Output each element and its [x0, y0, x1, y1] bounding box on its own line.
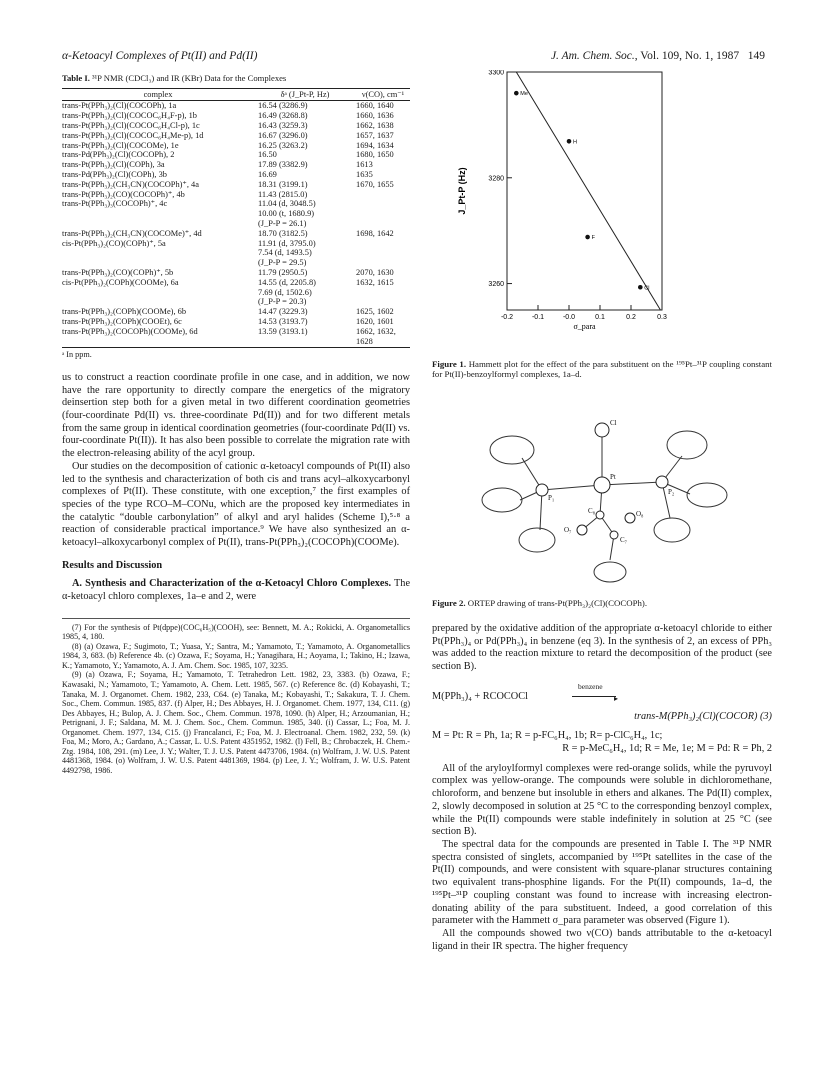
table-cell: 16.67 (3296.0): [258, 130, 308, 140]
table-cell: 1613: [356, 160, 373, 170]
point-label: Cl: [644, 285, 650, 292]
atom-label: O₈: [636, 509, 644, 518]
table-cell: 1670, 1655: [356, 179, 394, 189]
hammett-plot: [432, 70, 772, 350]
section-a-paragraph: [62, 578, 410, 603]
eq-def1: M = Pt: R = Ph, 1a; R = p-FC₆H₄, 1b; R= p-ClC₆H₄, 1c;: [432, 729, 663, 741]
x-tick-label: 0.1: [595, 314, 605, 321]
table-row: [62, 160, 410, 170]
table-cell: 18.70 (3182.5): [258, 228, 308, 238]
table-cell: trans-Pt(PPh₃)₂(CH₃CN)(COCOMe)⁺, 4d: [62, 228, 202, 238]
table-cell: trans-Pt(PPh₃)₂(COPh)(COOEt), 6c: [62, 316, 182, 326]
data-point-me: [514, 91, 519, 96]
section-a-text: The α-ketoacyl chloro complexes, 1a–e and 2, were: [62, 578, 411, 603]
x-tick-label: 0.2: [626, 314, 636, 321]
table-cell: 17.89 (3382.9): [258, 160, 308, 170]
table-cell: 16.43 (3259.3): [258, 120, 308, 130]
table1-header-2: ν(CO), cm⁻¹: [356, 88, 410, 101]
table-row: [62, 150, 410, 160]
table-row: [62, 199, 410, 228]
table-cell: 1662, 1638: [356, 120, 394, 130]
table-cell: trans-Pt(PPh₃)₂(CH₃CN)(COCOPh)⁺, 4a: [62, 179, 199, 189]
table-cell: trans-Pt(PPh₃)₂(COCOPh)(COOMe), 6d: [62, 327, 254, 348]
table-cell: trans-Pt(PPh₃)₂(Cl)(COPh), 3a: [62, 160, 165, 170]
y-tick-label: 3280: [488, 175, 504, 183]
table-cell: trans-Pt(PPh₃)₂(Cl)(COCOC₆H₄Me-p), 1d: [62, 130, 204, 140]
y-tick-label: 3260: [488, 281, 504, 289]
table-cell: 16.54 (3286.9): [258, 101, 308, 111]
eq-left: M(PPh₃)₄ + RCOCOCl: [432, 690, 528, 702]
table-cell: trans-Pt(PPh₃)₂(COPh)(COOMe), 6b: [62, 307, 187, 317]
right-column: [432, 70, 772, 953]
table-row: [62, 268, 410, 278]
table-row: [62, 307, 410, 317]
atom-label: Pt: [610, 472, 616, 481]
table-cell: 1680, 1650: [356, 150, 394, 160]
table-cell: 1635: [356, 169, 373, 179]
atom-label: P₂: [668, 487, 675, 496]
atom-label: C₈: [588, 506, 596, 515]
table-cell: trans-Pt(PPh₃)₂(Cl)(COCOPh), 1a: [62, 101, 177, 111]
point-label: H: [573, 139, 577, 146]
journal-name: J. Am. Chem. Soc.: [550, 50, 635, 62]
data-point-h: [567, 139, 572, 144]
table-cell: trans-Pt(PPh₃)₃(COCOPh)⁺, 4c: [62, 199, 168, 209]
volume-info: Vol. 109, No. 1, 1987: [640, 50, 740, 62]
table-cell: trans-Pt(PPh₃)₂(Cl)(COCOMe), 1e: [62, 140, 179, 150]
table-row: [62, 131, 410, 141]
table-cell: [356, 190, 410, 200]
table-cell: 14.53 (3193.7): [258, 316, 308, 326]
atom-label: C₇: [620, 535, 628, 544]
table-row: [62, 121, 410, 131]
table-cell: trans-Pd(PPh₃)₂(Cl)(COCOPh), 2: [62, 150, 175, 160]
table1-header-0: complex: [62, 88, 254, 101]
table-cell: 11.91 (d, 3795.0) 7.54 (d, 1493.5) (J_P-P = 29.5): [258, 238, 316, 268]
table-cell: 16.49 (3268.8): [258, 111, 308, 121]
table-cell: trans-Pt(PPh₃)₂(CO)(COPh)⁺, 5b: [62, 267, 174, 277]
references: [62, 618, 410, 776]
x-axis-label: σ_para: [573, 322, 596, 331]
point-label: Me: [520, 91, 528, 98]
atom-label: Cl: [610, 418, 617, 427]
figure1: [432, 70, 772, 380]
table-cell: trans-Pt(PPh₃)₂(Cl)(COCOC₆H₄F-p), 1b: [62, 111, 197, 121]
table-cell: 1632, 1615: [356, 277, 394, 287]
table-cell: 14.55 (d, 2205.8) 7.69 (d, 1502.6) (J_P-P = 20.3): [258, 277, 316, 307]
table-cell: 18.31 (3199.1): [258, 179, 308, 189]
table-cell: 11.79 (2950.5): [258, 267, 308, 277]
table-row: [62, 170, 410, 180]
y-tick-label: 3300: [488, 70, 504, 77]
table-cell: 1698, 1642: [356, 228, 394, 238]
atom-label: P₁: [548, 493, 555, 502]
table-cell: 1662, 1632, 1628: [356, 327, 410, 348]
y-axis-label: J_Pt-P (Hz): [457, 167, 467, 215]
paragraph-intro: us to construct a reaction coordinate profile in one case, and in addition, we now have the rare opportunity to directly compare the energetics of the migratory deinsertion step both for a given metal in two different coordination geometries (four-coordinate Pd(II) vs. three-coordinate Pd(II)) and for two different metals from the same group in identical coordination geometries (four-coordinate Pd(II) vs. four-coordinate Pt(II)). It has also been possible to correlate the migration rate with the electron-releasing ability of the acyl group.: [62, 371, 410, 460]
paragraph-prepared: prepared by the oxidative addition of the appropriate α-ketoacyl chloride to either Pt(PPh₃)₄ or Pd(PPh₃)₄ in benzene (eq 3). In the synthesis of 2, an excess of PPh₃ was added to the reaction mixture to retard the decomposition of the product (see section B).: [432, 622, 772, 673]
table-row: [62, 278, 410, 307]
table-cell: trans-Pt(PPh₃)₂(Cl)(COCOC₆H₄Cl-p), 1c: [62, 120, 200, 130]
table-cell: cis-Pt(PPh₃)₂(COPh)(COOMe), 6a: [62, 277, 179, 287]
table-row: [62, 317, 410, 327]
table-cell: 2070, 1630: [356, 267, 394, 277]
table-cell: [356, 199, 410, 228]
table-row: [62, 180, 410, 190]
running-header-journal: J. Am. Chem. Soc., Vol. 109, No. 1, 1987 149: [550, 50, 765, 62]
running-header-title: α-Ketoacyl Complexes of Pt(II) and Pd(II): [62, 50, 258, 62]
data-point-f: [585, 235, 590, 240]
table-cell: 1625, 1602: [356, 307, 394, 317]
table-cell: 1657, 1637: [356, 130, 394, 140]
paragraph-ir: All the compounds showed two ν(CO) bands attributable to the α-ketoacyl ligand in their IR spectra. The higher frequency: [432, 927, 772, 952]
table-cell: 11.43 (2815.0): [258, 189, 308, 199]
table-cell: 16.25 (3263.2): [258, 140, 308, 150]
table-cell: 16.50: [258, 150, 277, 160]
figure2: [432, 390, 772, 609]
atom-label: O₇: [564, 525, 572, 534]
x-tick-label: -0.1: [531, 314, 545, 321]
table-cell: 11.04 (d, 3048.5) 10.00 (t, 1680.9) (J_P-P = 26.1): [258, 199, 316, 228]
table-cell: 1694, 1634: [356, 140, 394, 150]
eq-arrow-label: benzene: [578, 681, 603, 691]
results-heading: Results and Discussion: [62, 559, 163, 571]
paragraph-studies: Our studies on the decomposition of cationic α-ketoacyl compounds of Pt(II) also led to the synthesis and characterization of both cis and trans acyl–alkoxycarbonyl complexes of Pt(II). These constitute, with one exception,⁷ the first examples of species of the type RCO–M–CONu, which are the proposed key intermediates in the catalytic “double carbonylation” of alkyl and aryl halides (Scheme I),⁵·⁸ a reaction of considerable practical importance.⁹ We have also synthesized an α-ketoacyl–alkoxycarbonyl complex of Pt(II), trans-Pt(PPh₃)₂(COCOPh)(COOMe).: [62, 460, 410, 549]
x-tick-label: 0.3: [657, 314, 667, 321]
reference-item: (9) (a) Ozawa, F.; Soyama, H.; Yamamoto, T. Tetrahedron Lett. 1982, 23, 3383. (b) Ozawa, F.; Kawasaki, N.; Yamamoto, T.; Yamamoto, A. Chem. Lett. 1985, 567. (c) Reference 8c. (d) Kobayashi, T.; Tanaka, M. J. Organomet. Chem. 1982, 233, C64. (e) Tanaka, M.; Kobayashi, T.; Sakakura, T. J. Chem. Soc., Chem. Commun. 1985, 837. (f) Alper, H.; Des Abbayes, H. J. Organomet. Chem. 1977, 134, C11. (g) Des Abbayes, H.; Bulop, A. J. Chem. Soc., Chem. Commun. 1978, 1090. (h) Alper, H.; Arzoumanian, H.; Petrignani, J. F.; Saldana, M. M. J. Chem. Soc., Chem. Commun. 1985, 340. (i) Cassar, L.; Foa, M. J. Organomet. Chem. 1977, 134, C15. (j) Francalanci, F.; Foa, M. J. Electroanal. Chem. 1982, 232, 59. (k) Foa, M.; Moro, A.; Gardano, A.; Cassar, L. U.S. Patent 4351952, 1982. (l) Fell, B.; Chrobaczek, H. Chem.-Ztg. 1984, 108, 291. (m) Lee, J. Y.; Walter, T. J. U.S. Patent 4473706, 1984. (n) Wolfram, J. W. U.S. Patent 4481368, 1984. (o) Wolfram, J. W. U.S. Patent 4481369, 1984. (p) Lee, J. Y.; Wolfram, J. W. U.S. Patent 4492798, 1986.: [62, 670, 410, 775]
section-a-title: A. Synthesis and Characterization of the α-Ketoacyl Chloro Complexes.: [72, 578, 392, 590]
reference-item: (8) (a) Ozawa, F.; Sugimoto, T.; Yuasa, Y.; Santra, M.; Yamamoto, T.; Yamamoto, A. Organometallics 1984, 3, 683. (b) Reference 4b. (c) Ozawa, F.; Soyama, H.; Yanagihara, H.; Aoyama, I.; Takino, H.; Izawa, K.; Yamamoto, Y.; Yamamoto, A. J. Am. Chem. Soc. 1985, 107, 3235.: [62, 641, 410, 670]
table-cell: 14.47 (3229.3): [258, 307, 308, 317]
page-number: 149: [747, 50, 765, 62]
table-cell: [356, 239, 410, 268]
table-cell: 13.59 (3193.1): [254, 327, 356, 348]
table-row: [62, 101, 410, 111]
figure2-caption: Figure 2. ORTEP drawing of trans-Pt(PPh₃)₂(Cl)(COCOPh).: [432, 598, 648, 609]
eq-arrow: [572, 696, 616, 697]
table1: [62, 88, 410, 349]
x-tick-label: -0.0: [562, 314, 576, 321]
table-cell: 1660, 1636: [356, 111, 394, 121]
left-column: [62, 70, 410, 776]
equation-3: [432, 682, 772, 755]
table-cell: trans-Pt(PPh₃)₂(CO)(COCOPh)⁺, 4b: [62, 189, 185, 199]
table1-header-1: δᵃ (J_Pt-P, Hz): [254, 88, 356, 101]
point-label: F: [591, 235, 595, 242]
table-row: [62, 327, 410, 348]
reference-item: (7) For the synthesis of Pt(dppe)(COC₆H₅)(COOH), see: Bennett, M. A.; Rokicki, A. Organometallics 1985, 4, 180.: [62, 622, 410, 642]
table-cell: 1660, 1640: [356, 101, 394, 111]
eq-arrowhead: ▸: [614, 693, 619, 703]
figure1-caption: Figure 1. Hammett plot for the effect of the para substituent on the ¹⁹⁵Pt–³¹P coupling constant for Pt(II)-benzoylformyl complexes, 1a–d.: [432, 358, 772, 380]
table-row: [62, 141, 410, 151]
ortep-drawing: [432, 390, 772, 590]
table1-footnote: ᵃ In ppm.: [62, 350, 92, 360]
eq-def2: R = p-MeC₆H₄, 1d; R = Me, 1e; M = Pd: R = Ph, 2: [562, 742, 772, 754]
table-row: [62, 229, 410, 239]
paragraph-spectral: The spectral data for the compounds are presented in Table I. The ³¹P NMR spectra consisted of singlets, accompanied by ¹⁹⁵Pt satellites in the case of the Pt(II) compounds, and were consistent with square-planar structures containing two equivalent trans-phosphine ligands. For the Pt(II) compounds, 1a–d, the ¹⁹⁵Pt–³¹P coupling constant was found to increase with increasing electron-donating ability of the para substituent. Indeed, a good correlation of this parameter with the Hammett σ_para parameter was observed (Figure 1).: [432, 839, 772, 927]
table-row: [62, 111, 410, 121]
eq-right: trans-M(PPh₃)₂(Cl)(COCOR) (3): [634, 710, 772, 722]
table1-caption: Table I. ³¹P NMR (CDCl₃) and IR (KBr) Data for the Complexes: [62, 73, 287, 83]
table-cell: trans-Pd(PPh₃)₂(Cl)(COPh), 3b: [62, 169, 167, 179]
table-cell: 16.69: [258, 169, 277, 179]
paragraph-aryloyl: All of the aryloylformyl complexes were red-orange solids, while the pyruvoyl complex was yellow-orange. The compounds were soluble in dichloromethane, chloroform, and benzene but insoluble in ethers and alkanes. The Pd(II) complex, 2, slowly decomposed in solution at 25 °C to the corresponding benzoyl complex, while the Pt(II) compounds were stable indefinitely in solution at 25 °C (see section B).: [432, 762, 772, 838]
table-row: [62, 239, 410, 268]
table-cell: cis-Pt(PPh₃)₂(CO)(COPh)⁺, 5a: [62, 238, 166, 248]
fit-line: [516, 72, 660, 310]
x-tick-label: -0.2: [500, 314, 514, 321]
data-point-cl: [638, 285, 643, 290]
table-cell: 1620, 1601: [356, 316, 394, 326]
table-row: [62, 190, 410, 200]
